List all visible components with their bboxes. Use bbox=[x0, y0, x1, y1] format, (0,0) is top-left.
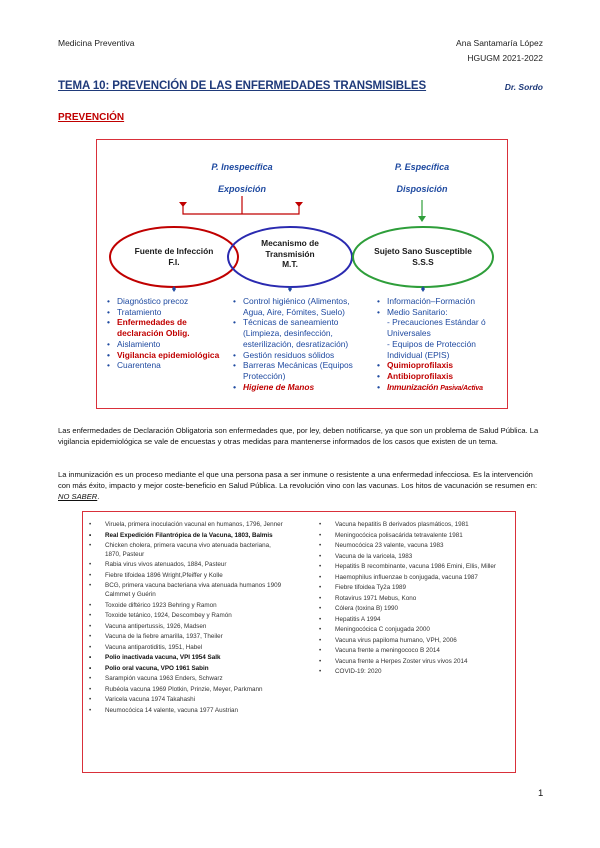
vaccine-milestone-item: • Neumocócica 14 valente, vacuna 1977 Austrian bbox=[83, 707, 283, 716]
vaccine-milestone-item: • Rabia virus vivos atenuados, 1884, Pasteur bbox=[83, 561, 283, 570]
exposure-bracket bbox=[183, 204, 299, 214]
vaccine-milestone-item: • Vacuna virus papiloma humano, VPH, 2006 bbox=[313, 637, 513, 646]
vaccine-milestone-item: • Neumocócica 23 valente, vacuna 1983 bbox=[313, 542, 513, 551]
vaccine-milestone-item: • Haemophilus influenzae b conjugada, vacuna 1987 bbox=[313, 574, 513, 583]
vaccine-milestone-item: • Chicken cholera, primera vacuna vivo atenuada bacteriana, 1870, Pasteur bbox=[83, 542, 283, 560]
vaccine-milestone-item: • COVID-19: 2020 bbox=[313, 668, 513, 677]
list-item: • Antibioprofilaxis bbox=[377, 371, 505, 382]
vaccine-milestone-item: • Hepatitis A 1994 bbox=[313, 616, 513, 625]
header-left: Medicina Preventiva bbox=[58, 38, 135, 48]
list-item: • Diagnóstico precoz bbox=[107, 296, 233, 307]
list-item: • Gestión residuos sólidos bbox=[233, 350, 369, 361]
list-item: • Información–Formación bbox=[377, 296, 505, 307]
header-right-course: HGUGM 2021-2022 bbox=[467, 53, 543, 63]
section-heading: PREVENCIÓN bbox=[58, 112, 125, 123]
no-saber-note: NO SABER bbox=[58, 492, 98, 502]
list-fuente-infeccion bbox=[107, 296, 233, 371]
vaccine-milestone-item: • Toxoide diftérico 1923 Behring y Ramon bbox=[83, 602, 283, 611]
vaccine-milestone-item: • Polio oral vacuna, VPO 1961 Sabin bbox=[83, 665, 283, 674]
exposure-arrow-right bbox=[295, 202, 303, 207]
list-item: - Equipos de Protección bbox=[387, 338, 476, 349]
vaccine-milestone-item: • Vacuna de la fiebre amarilla, 1937, Theiler bbox=[83, 633, 283, 642]
list-item: • Técnicas de saneamiento bbox=[233, 317, 369, 328]
list-item: • Medio Sanitario: bbox=[377, 307, 505, 318]
vaccine-milestone-item: • Meningocócica C conjugada 2000 bbox=[313, 626, 513, 635]
vaccine-milestone-item: • Vacuna de la varicela, 1983 bbox=[313, 553, 513, 562]
list-item: • Cuarentena bbox=[107, 360, 233, 371]
ellipse-1-text: Fuente de Infección F.I. bbox=[134, 246, 214, 267]
vaccine-milestone-item: • Vacuna frente a meningococo B 2014 bbox=[313, 647, 513, 656]
list-item: • Higiene de Manos bbox=[233, 382, 369, 393]
list-item: declaración Oblig. bbox=[117, 328, 190, 339]
vaccine-milestone-item: • Fiebre tifoidea Ty2a 1989 bbox=[313, 584, 513, 593]
list-item: Individual (EPIS) bbox=[387, 349, 450, 360]
vaccine-milestone-item: • Real Expedición Filantrópica de la Vacuna, 1803, Balmis bbox=[83, 532, 283, 541]
prevention-diagram bbox=[96, 139, 508, 409]
vaccine-milestone-item: • Viruela, primera inoculación vacunal en humanos, 1796, Jenner bbox=[83, 521, 283, 530]
vaccine-milestone-item: • Varicela vacuna 1974 Takahashi bbox=[83, 696, 283, 705]
list-item: • Tratamiento bbox=[107, 307, 233, 318]
label-especifica: P. Específica bbox=[394, 162, 450, 172]
vaccine-milestones-box bbox=[82, 511, 516, 773]
list-item: • Control higiénico (Alimentos, bbox=[233, 296, 369, 307]
list-mecanismo-transmision bbox=[233, 296, 369, 392]
vaccine-milestone-item: • Vacuna antipertussis, 1926, Madsen bbox=[83, 623, 283, 632]
exposure-arrow-left bbox=[179, 202, 187, 207]
vaccine-milestone-item: • Cólera (toxina B) 1990 bbox=[313, 605, 513, 614]
vaccine-milestone-item: • Fiebre tifoidea 1896 Wright,Pfeiffer y Kolle bbox=[83, 572, 283, 581]
vaccine-milestone-item: • Vacuna frente a Herpes Zoster virus vivos 2014 bbox=[313, 658, 513, 667]
list-item: (Limpieza, desinfección, bbox=[243, 328, 333, 339]
paragraph-edo: Las enfermedades de Declaración Obligatoria son enfermedades que, por ley, deben notificarse, ya que son un problema de Salud Pública. La vigilancia epidemiológica se vale de encuestas y otras medidas para mantenerse informados de los casos que existen de un tema. bbox=[58, 426, 539, 447]
paragraph-inmunizacion: La inmunización es un proceso mediante el que una persona pasa a ser inmune o resistente a una enfermedad infecciosa. Es la intervención con más éxito, impacto y mejor coste-beneficio en Salud Pública. La revolución vino con las vacunas. Los hitos de vacunación se resumen en: NO SABER. bbox=[58, 470, 538, 502]
list-item: Agua, Aire, Fómites, Suelo) bbox=[243, 306, 345, 317]
list-item: Universales bbox=[387, 328, 431, 339]
ellipse-2-text: Mecanismo de Transmisión M.T. bbox=[261, 238, 319, 269]
list-item: • Vigilancia epidemiológica bbox=[107, 350, 233, 361]
vaccine-milestone-item: • Polio inactivada vacuna, VPI 1954 Salk bbox=[83, 654, 283, 663]
list-item: • Aislamiento bbox=[107, 339, 233, 350]
vaccine-milestone-item: • Toxoide tetánico, 1924, Descombey y Ramón bbox=[83, 612, 283, 621]
vaccine-milestone-item: • Vacuna antiparotiditis, 1951, Habel bbox=[83, 644, 283, 653]
vaccine-milestone-item: • Rubéola vacuna 1969 Plotkin, Prinzie, Meyer, Parkmann bbox=[83, 686, 283, 695]
label-inespecifica: P. Inespecífica bbox=[211, 162, 273, 172]
author: Dr. Sordo bbox=[504, 82, 543, 92]
vaccine-milestone-item: • Sarampión vacuna 1963 Enders, Schwarz bbox=[83, 675, 283, 684]
header-right-name: Ana Santamaría López bbox=[456, 38, 543, 48]
list-sujeto-sano bbox=[377, 296, 505, 394]
list-item: • Inmunización Pasiva/Activa bbox=[377, 382, 505, 395]
list-item: • Quimioprofilaxis bbox=[377, 360, 505, 371]
list-item: - Precauciones Estándar ó bbox=[387, 317, 486, 328]
ellipse-3-text: Sujeto Sano Susceptible S.S.S bbox=[374, 246, 472, 267]
disposition-arrow bbox=[418, 216, 426, 222]
list-item: esterilización, desratización) bbox=[243, 338, 349, 349]
page-number: 1 bbox=[538, 788, 544, 799]
vaccine-milestone-item: • Meningocócica polisacárida tetravalente 1981 bbox=[313, 532, 513, 541]
vaccine-list-left bbox=[83, 521, 283, 717]
label-disposicion: Disposición bbox=[396, 184, 448, 194]
list-item: • Enfermedades de bbox=[107, 317, 233, 328]
vaccine-milestone-item: • Rotavirus 1971 Mebus, Kono bbox=[313, 595, 513, 604]
list-item: • Barreras Mecánicas (Equipos bbox=[233, 360, 369, 371]
vaccine-list-right bbox=[313, 521, 513, 679]
vaccine-milestone-item: • Vacuna hepatitis B derivados plasmáticos, 1981 bbox=[313, 521, 513, 530]
vaccine-milestone-item: • BCG, primera vacuna bacteriana viva atenuada humanos 1909 Calmmet y Guérin bbox=[83, 582, 283, 600]
vaccine-milestone-item: • Hepatitis B recombinante, vacuna 1986 Emini, Ellis, Miller bbox=[313, 563, 513, 572]
label-exposicion: Exposición bbox=[217, 184, 266, 194]
list-item: Protección) bbox=[243, 370, 286, 381]
page-title: TEMA 10: PREVENCIÓN DE LAS ENFERMEDADES TRANSMISIBLES bbox=[58, 80, 427, 92]
